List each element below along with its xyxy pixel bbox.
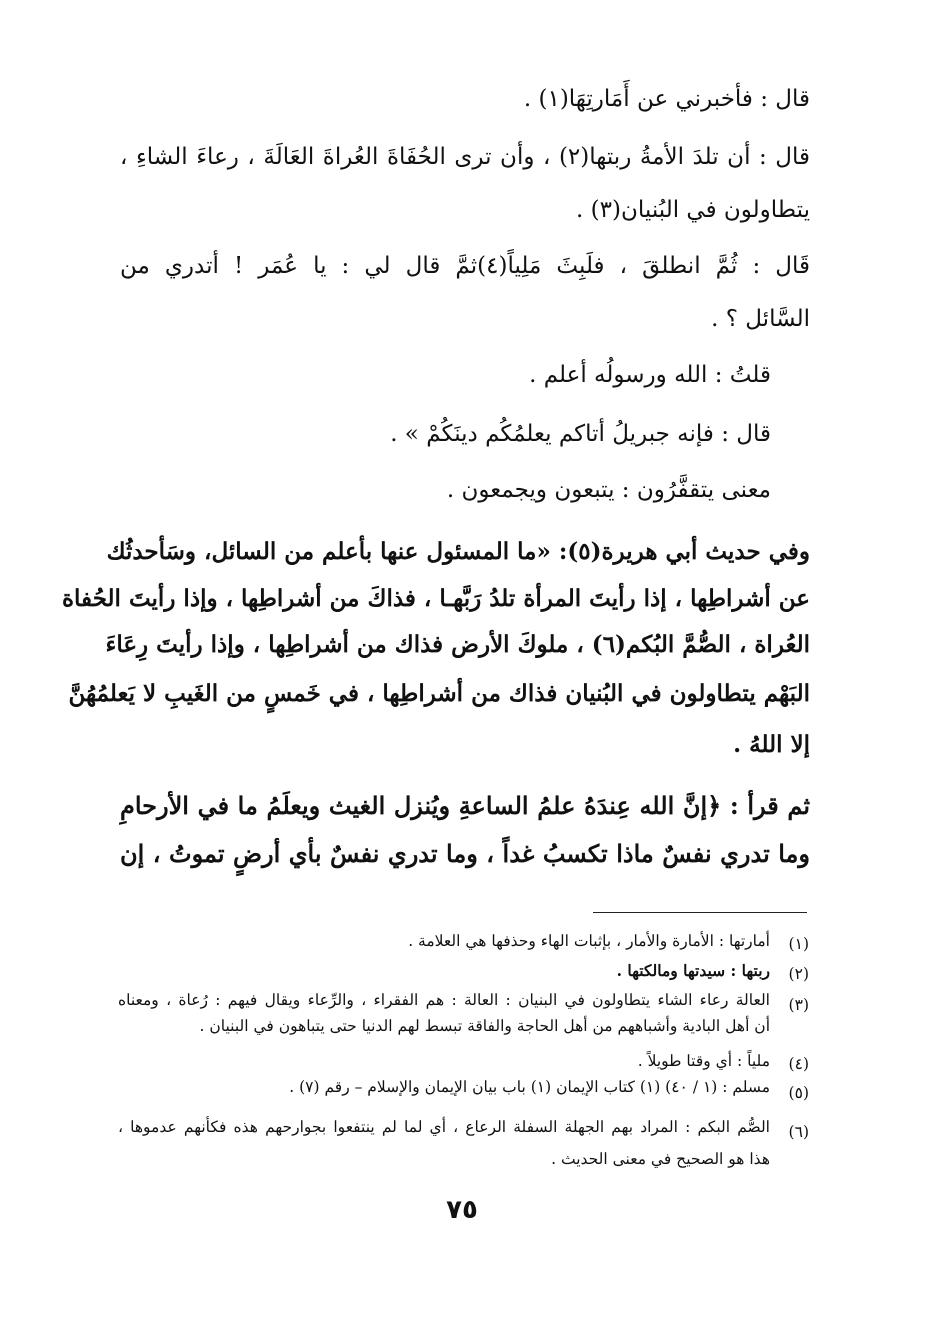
text-line-9: وفي حديث أبي هريرة(٥): «ما المسئول عنها بأعلم من السائل، وسَأحدثُك — [106, 538, 810, 565]
text-line-15: وما تدري نفسٌ ماذا تكسبُ غداً ، وما تدري نفسٌ بأي أرضٍ تموتُ ، إن — [120, 839, 810, 868]
footnote-2-line-1: ربتها : سيدتها ومالكتها . — [616, 961, 770, 980]
footnote-4-line-1: ملياً : أي وقتا طويلاً . — [637, 1052, 770, 1070]
footnote-1-line-1: أمارتها : الأمارة والأمار ، بإثبات الهاء وحذفها هي العلامة . — [408, 932, 770, 950]
text-line-2: قال : أن تلدَ الأمةُ ربتها(٢) ، وأن ترى الحُفَاةَ العُراةَ العَالَةَ ، رعاءَ الشاءِ ، — [120, 144, 810, 170]
footnote-number-1: (١) — [788, 935, 809, 953]
footnote-3-line-2: أن أهل البادية وأشباههم من أهل الحاجة والفاقة تبسط لهم الدنيا حتى يتباهون في البنيان . — [199, 1017, 770, 1035]
footnote-number-2: (٢) — [788, 965, 809, 983]
text-line-5: السَّائل ؟ . — [711, 306, 810, 332]
text-line-13: إلا اللهُ . — [733, 731, 810, 758]
text-line-1: قال : فأخبرني عن أَمَارتِهَا(١) . — [523, 86, 810, 112]
text-line-6: قلتُ : الله ورسولُه أعلم . — [529, 362, 771, 388]
footnote-number-4: (٤) — [788, 1055, 809, 1073]
footnote-5-line-1: مسلم : (١ / ٤٠) (١) كتاب الإيمان (١) باب بيان الإيمان والإسلام – رقم (٧) . — [289, 1078, 770, 1096]
footnote-number-5: (٥) — [788, 1084, 809, 1102]
text-line-8: معنى يتقفَّرُون : يتبعون ويجمعون . — [446, 477, 771, 503]
footnote-6-line-2: هذا هو الصحيح في معنى الحديث . — [551, 1150, 770, 1168]
footnote-separator — [593, 912, 807, 913]
footnote-3-line-1: العالة رعاء الشاء يتطاولون في البنيان : العالة : هم الفقراء ، والرِّعاء ويقال فيهم : رُعاة ، ومعناه — [118, 991, 770, 1009]
footnote-number-3: (٣) — [788, 996, 809, 1014]
text-line-11: العُراة ، الصُّمَّ البُكم(٦) ، ملوكَ الأرض فذاك من أشراطِها ، وإذا رأيتَ رِعَاءَ — [105, 631, 810, 658]
page-number: ٧٥ — [446, 1195, 478, 1225]
text-line-10: عن أشراطِها ، إذا رأيتَ المرأة تلدُ رَبَّهـا ، فذاكَ من أشراطِها ، وإذا رأيتَ الحُفاة — [62, 585, 810, 612]
text-line-3: يتطاولون في البُنيان(٣) . — [576, 197, 810, 223]
text-line-4: قَال : ثُمَّ انطلقَ ، فلَبِثَ مَلِياً(٤)ثمَّ قال لي : يا عُمَر ! أتدري من — [120, 253, 810, 279]
footnote-number-6: (٦) — [788, 1123, 809, 1141]
footnote-6-line-1: الصُّم البكم : المراد بهم الجهلة السفلة الرعاع ، أي لما لم ينتفعوا بجوارحهم هذه فكأنهم عدموها ، — [118, 1118, 770, 1136]
text-line-14: ثم قرأ : ﴿إنَّ الله عِندَهُ علمُ الساعةِ ويُنزل الغيث ويعلَمُ ما في الأرحامِ — [120, 791, 810, 820]
text-line-7: قال : فإنه جبريلُ أتاكم يعلمُكُم دينَكُمْ » . — [390, 421, 771, 447]
text-line-12: البَهْم يتطاولون في البُنيان فذاك من أشراطِها ، في خَمسٍ من الغَيبِ لا يَعلمُهُنَّ — [68, 680, 810, 707]
